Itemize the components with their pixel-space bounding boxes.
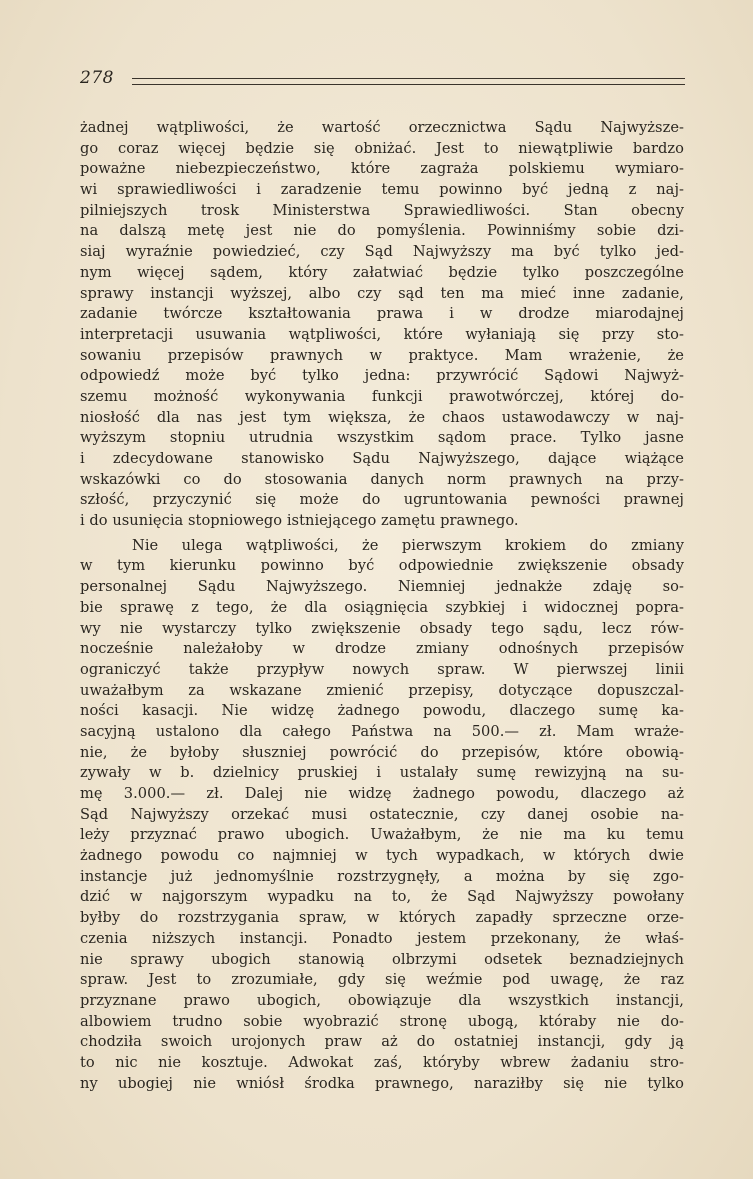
text-line: nym więcej sądem, który załatwiać będzie tylko poszczególne — [80, 263, 684, 281]
text-line: Sąd Najwyższy orzekać musi ostatecznie, czy danej osobie na- — [80, 805, 684, 823]
header-rule-bottom — [132, 84, 685, 85]
text-line: bie sprawę z tego, że dla osiągnięcia szybkiej i widocznej popra- — [80, 598, 684, 616]
text-line: interpretacji usuwania wątpliwości, które wyłaniają się przy sto- — [80, 325, 684, 343]
text-line: sprawy instancji wyższej, albo czy sąd ten ma mieć inne zadanie, — [80, 284, 684, 302]
text-line: to nic nie kosztuje. Adwokat zaś, któryby wbrew żadaniu stro- — [80, 1053, 684, 1071]
text-line: żadnej wątpliwości, że wartość orzecznictwa Sądu Najwyższe- — [80, 119, 684, 136]
text-line: i zdecydowane stanowisko Sądu Najwyższego, dające wiążące — [80, 450, 684, 467]
text-line: nie sprawy ubogich stanowią olbrzymi odsetek beznadziejnych — [80, 950, 684, 968]
text-line: siaj wyraźnie powiedzieć, czy Sąd Najwyższy ma być tylko jed- — [80, 243, 684, 261]
text-line: szemu możność wykonywania funkcji prawotwórczej, której do- — [80, 387, 684, 405]
paragraph — [80, 118, 684, 532]
text-line: wyższym stopniu utrudnia wszystkim sądom prace. Tylko jasne — [80, 429, 684, 447]
text-line: poważne niebezpieczeństwo, które zagraża polskiemu wymiaro- — [80, 160, 684, 178]
text-line: odpowiedź może być tylko jedna: przywrócić Sądowi Najwyż- — [80, 367, 684, 385]
header-rule-top — [132, 78, 685, 79]
text-line: byłby do rozstrzygania spraw, w których zapadły sprzeczne orze- — [80, 909, 684, 927]
page-number: 278 — [80, 68, 114, 88]
text-line: wskazówki co do stosowania danych norm prawnych na przy- — [80, 470, 684, 488]
text-line: czenia niższych instancji. Ponadto jestem przekonany, że właś- — [80, 929, 684, 947]
paragraph — [80, 536, 684, 1095]
text-line: Nie ulega wątpliwości, że pierwszym krokiem do zmiany — [132, 536, 684, 554]
text-line: go coraz więcej będzie się obniżać. Jest to niewątpliwie bardzo — [80, 139, 684, 157]
text-line: niosłość dla nas jest tym większa, że chaos ustawodawczy w naj- — [80, 408, 684, 426]
text-line: sowaniu przepisów prawnych w praktyce. Mam wrażenie, że — [80, 346, 684, 364]
text-line: nie, że byłoby słuszniej powrócić do przepisów, które obowią- — [80, 743, 684, 761]
text-line: na dalszą metę jest nie do pomyślenia. Powinniśmy sobie dzi- — [80, 222, 684, 240]
text-line: przyznane prawo ubogich, obowiązuje dla wszystkich instancji, — [80, 991, 684, 1009]
text-line: nocześnie należałoby w drodze zmiany odnośnych przepisów — [80, 640, 684, 658]
text-line: wy nie wystarczy tylko zwiększenie obsady tego sądu, lecz rów- — [80, 619, 684, 637]
text-line: w tym kierunku powinno być odpowiednie zwiększenie obsady — [80, 557, 684, 575]
text-line: chodziła swoich urojonych praw aż do ostatniej instancji, gdy ją — [80, 1033, 684, 1051]
text-line: ograniczyć także przypływ nowych spraw. W pierwszej linii — [80, 660, 684, 678]
text-line: personalnej Sądu Najwyższego. Niemniej jednakże zdaję so- — [80, 578, 684, 596]
text-line: albowiem trudno sobie wyobrazić stronę ubogą, któraby nie do- — [80, 1012, 684, 1030]
text-line: sacyjną ustalono dla całego Państwa na 500.— zł. Mam wraże- — [80, 722, 684, 740]
text-line: żadnego powodu co najmniej w tych wypadkach, w których dwie — [80, 847, 684, 865]
text-line: ności kasacji. Nie widzę żadnego powodu, dlaczego sumę ka- — [80, 702, 684, 720]
text-line: leży przyznać prawo ubogich. Uważałbym, że nie ma ku temu — [80, 826, 684, 844]
text-line: i do usunięcia stopniowego istniejącego zamętu prawnego. — [80, 512, 519, 530]
text-line: ny ubogiej nie wniósł środka prawnego, naraziłby się nie tylko — [80, 1074, 684, 1092]
text-line: uważałbym za wskazane zmienić przepisy, dotyczące dopuszczal- — [80, 681, 684, 699]
text-line: szłość, przyczynić się może do ugruntowania pewności prawnej — [80, 491, 684, 509]
page-header — [80, 68, 685, 98]
text-line: dzić w najgorszym wypadku na to, że Sąd Najwyższy powołany — [80, 888, 684, 906]
text-line: zadanie twórcze kształtowania prawa i w drodze miarodajnej — [80, 305, 684, 323]
text-line: spraw. Jest to zrozumiałe, gdy się weźmie pod uwagę, że raz — [80, 971, 684, 989]
text-line: instancje już jednomyślnie rozstrzygnęły, a można by się zgo- — [80, 867, 684, 885]
body-text — [80, 118, 684, 1094]
text-line: zywały w b. dzielnicy pruskiej i ustalały sumę rewizyjną na su- — [80, 764, 684, 782]
text-line: wi sprawiedliwości i zaradzenie temu powinno być jedną z naj- — [80, 181, 684, 199]
text-line: pilniejszych trosk Ministerstwa Sprawiedliwości. Stan obecny — [80, 201, 684, 219]
text-line: mę 3.000.— zł. Dalej nie widzę żadnego powodu, dlaczego aż — [80, 785, 684, 802]
